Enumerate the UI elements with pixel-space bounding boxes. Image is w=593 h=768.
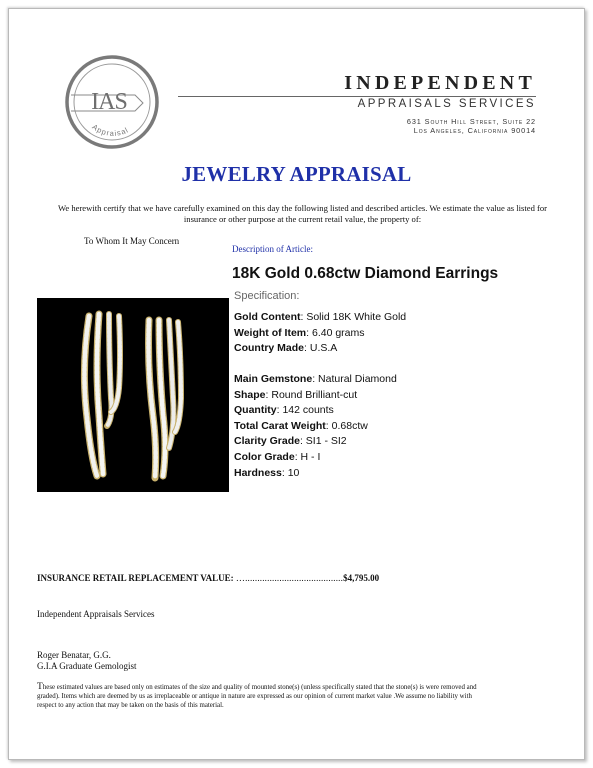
item-title: 18K Gold 0.68ctw Diamond Earrings	[232, 265, 499, 282]
seal-ring-text-path	[90, 122, 130, 138]
signer-name: Roger Benatar, G.G.	[37, 650, 111, 660]
header-rule	[178, 96, 536, 97]
company-subtitle: APPRAISALS SERVICES	[357, 98, 536, 110]
spec-row: Gold Content: Solid 18K White Gold	[234, 311, 407, 323]
signer-title: G.I.A Graduate Gemologist	[37, 661, 137, 671]
spec-row: Main Gemstone: Natural Diamond	[234, 373, 397, 385]
disclaimer-text: hese estimated values are based only on estimates of the size and quality of mounted stone(s) (unless specifically stated that the stone(s) is were removed and graded). Items which are deemed by us as irreplaceable or antique in nature are expressed as our opinion of current market value .We assume no liability with respect to any action that may be taken on the basis of this material.	[37, 684, 477, 709]
spec-row: Clarity Grade: SI1 - SI2	[234, 435, 347, 448]
spec-row: Color Grade: H - I	[234, 450, 321, 463]
company-header	[178, 72, 536, 135]
specification-label: Specification:	[234, 290, 300, 302]
document-title: JEWELRY APPRAISAL	[181, 162, 412, 186]
signer-block	[37, 650, 136, 672]
ias-seal-logo	[65, 55, 159, 149]
earrings-photo	[37, 298, 229, 492]
address-line2: Los Angeles, California 90014	[413, 126, 536, 135]
description-label: Description of Article:	[232, 244, 313, 254]
certification-line1: We herewith certify that we have carefully examined on this day the following listed and described articles. We estimate the value as listed for	[57, 203, 548, 213]
address-line1: 631 South Hill Street, Suite 22	[406, 117, 536, 126]
footer-company: Independent Appraisals Services	[37, 609, 155, 619]
spec-row: Total Carat Weight: 0.68ctw	[234, 419, 368, 432]
certification-text	[50, 203, 555, 224]
insurance-value-line	[37, 573, 379, 583]
disclaimer	[37, 683, 482, 710]
insurance-dots: …........................................	[235, 573, 344, 583]
spec-row: Quantity: 142 counts	[234, 404, 334, 417]
spec-row: Hardness: 10	[234, 466, 300, 479]
specs-gemstone	[234, 372, 397, 481]
insurance-amount: $4,795.00	[343, 573, 380, 583]
recipient: To Whom It May Concern	[84, 236, 180, 246]
disclaimer-lead: T	[37, 682, 43, 692]
spec-row: Weight of Item: 6.40 grams	[234, 326, 365, 339]
certification-line2: insurance or other purpose at the current retail value, the property of:	[183, 213, 422, 224]
company-name: INDEPENDENT	[344, 72, 536, 94]
seal-monogram: IAS	[91, 89, 127, 115]
spec-row: Country Made: U.S.A	[234, 342, 338, 355]
specs-metal	[234, 310, 406, 357]
spec-row: Shape: Round Brilliant-cut	[234, 388, 358, 401]
seal-ring-text: Appraisal	[90, 122, 131, 138]
insurance-label: INSURANCE RETAIL REPLACEMENT VALUE:	[37, 573, 234, 583]
